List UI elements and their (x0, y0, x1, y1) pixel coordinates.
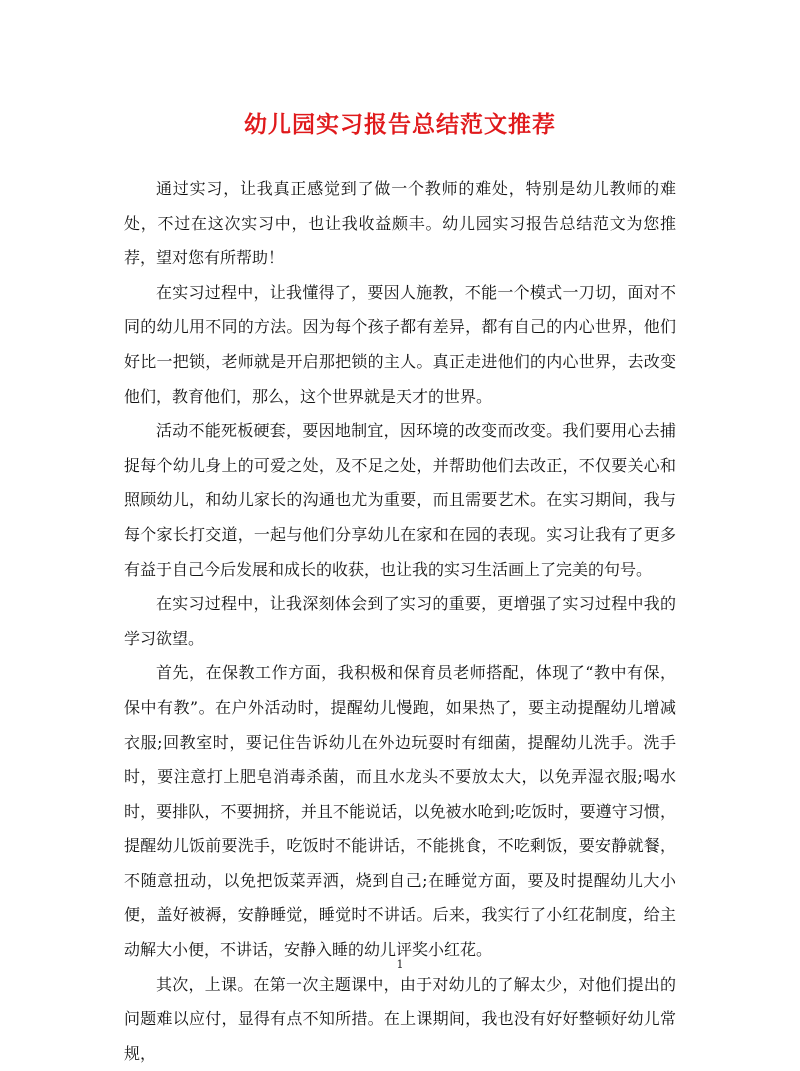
paragraph-2: 在实习过程中，让我懂得了，要因人施教，不能一个模式一刀切，面对不同的幼儿用不同的方法。因为每个孩子都有差异，都有自己的内心世界，他们好比一把锁，老师就是开启那把锁的主人。真正走进他们的内心世界，去改变他们，教育他们，那么，这个世界就是天才的世界。 (124, 282, 676, 406)
paragraph-3: 活动不能死板硬套，要因地制宜，因环境的改变而改变。我们要用心去捕捉每个幼儿身上的可爱之处，及不足之处，并帮助他们去改正，不仅要关心和照顾幼儿，和幼儿家长的沟通也尤为重要，而且需要艺术。在实习期间，我与每个家长打交道，一起与他们分享幼儿在家和在园的表现。实习让我有了更多有益于自己今后发展和成长的收获，也让我的实习生活画上了完美的句号。 (124, 421, 676, 579)
paragraph-1: 通过实习，让我真正感觉到了做一个教师的难处，特别是幼儿教师的难处，不过在这次实习中，也让我收益颇丰。幼儿园实习报告总结范文为您推荐，望对您有所帮助！ (124, 179, 676, 268)
page-number: 1 (396, 958, 404, 971)
paragraph-5: 首先，在保教工作方面，我积极和保育员老师搭配，体现了“教中有保，保中有教”。在户外活动时，提醒幼儿慢跑，如果热了，要主动提醒幼儿增减衣服;回教室时，要记住告诉幼儿在外边玩耍时有细菌，提醒幼儿洗手。洗手时，要注意打上肥皂消毒杀菌，而且水龙头不要放太大，以免弄湿衣服;喝水时，要排队，不要拥挤，并且不能说话，以免被水呛到;吃饭时，要遵守习惯，提醒幼儿饭前要洗手，吃饭时不能讲话，不能挑食，不吃剩饭，要安静就餐，不随意扭动，以免把饭菜弄洒，烧到自己;在睡觉方面，要及时提醒幼儿大小便，盖好被褥，安静睡觉，睡觉时不讲话。后来，我实行了小红花制度，给主动解大小便，不讲话，安静入睡的幼儿评奖小红花。 (124, 663, 676, 960)
paragraph-4: 在实习过程中，让我深刻体会到了实习的重要，更增强了实习过程中我的学习欲望。 (124, 594, 676, 648)
document-body (124, 172, 676, 1071)
paragraph-6: 其次，上课。在第一次主题课中，由于对幼儿的了解太少，对他们提出的问题难以应付，显得有点不知所措。在上课期间，我也没有好好整顿好幼儿常规， (124, 974, 676, 1063)
document-title: 幼儿园实习报告总结范文推荐 (244, 111, 556, 138)
